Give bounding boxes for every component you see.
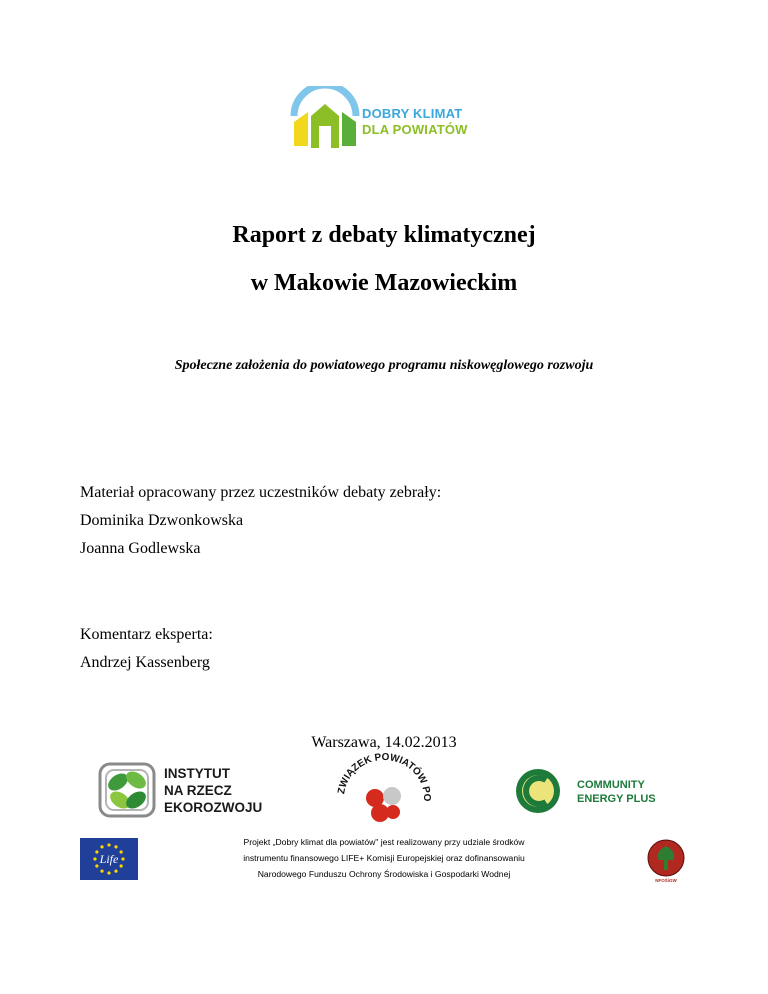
place-date: Warszawa, 14.02.2013 [311,734,457,751]
document-title-line1: Raport z debaty klimatycznej [232,222,536,248]
document-subtitle: Społeczne założenia do powiatowego programu niskowęglowego rozwoju [174,358,594,373]
cep-text-line2: ENERGY PLUS [577,793,656,805]
author-name: Joanna Godlewska [80,540,201,557]
cep-text-line1: COMMUNITY [577,779,645,791]
eu-life-logo [80,838,138,880]
eu-star [93,857,96,860]
eu-star [114,870,117,873]
dobry-klimat-logo [288,86,488,152]
ine-text-line1: INSTYTUT [164,766,230,781]
cep-logo [514,764,674,818]
nfos-tree-icon [646,838,686,878]
funding-line: instrumentu finansowego LIFE+ Komisji Europejskiej oraz dofinansowaniu [243,853,525,863]
funding-line: Narodowego Funduszu Ochrony Środowiska i Gospodarki Wodnej [257,869,511,879]
authors-intro: Materiał opracowany przez uczestników debaty zebrały: [80,484,442,501]
logo-text-line1: DOBRY KLIMAT [362,106,463,121]
logo-text-line2: DLA POWIATÓW [362,122,468,137]
eu-star [100,845,103,848]
green-leaves-icon [96,760,158,820]
expert-label: Komentarz eksperta: [80,626,213,643]
funding-line: Projekt „Dobry klimat dla powiatów" jest realizowany przy udziale środków [243,837,525,847]
eu-star [95,850,98,853]
ine-logo [96,760,286,820]
funding-note [160,834,608,882]
zpp-logo [330,752,438,826]
ine-text-line2: NA RZECZ [164,783,232,798]
eu-star [121,857,124,860]
ine-text-line3: EKOROZWOJU [164,800,263,815]
expert-name: Andrzej Kassenberg [80,654,210,671]
nfosigw-label: NFOŚiGW [655,878,677,883]
eu-star [107,871,110,874]
cep-sun-icon [514,764,568,818]
eu-star [107,843,110,846]
dobry-klimat-icon [288,86,362,152]
life-text: Life [99,852,119,866]
zpp-ring-text: ZWIĄZEK POWIATÓW PO [336,752,433,802]
eu-stars-icon [80,838,138,880]
eu-star [120,864,123,867]
document-title-line2: w Makowie Mazowieckim [250,270,518,296]
eu-star [95,864,98,867]
eu-star [114,845,117,848]
nfosigw-logo [646,838,686,886]
eu-star [100,870,103,873]
red-puzzle-icon [330,752,438,826]
author-name: Dominika Dzwonkowska [80,512,244,529]
eu-star [120,850,123,853]
